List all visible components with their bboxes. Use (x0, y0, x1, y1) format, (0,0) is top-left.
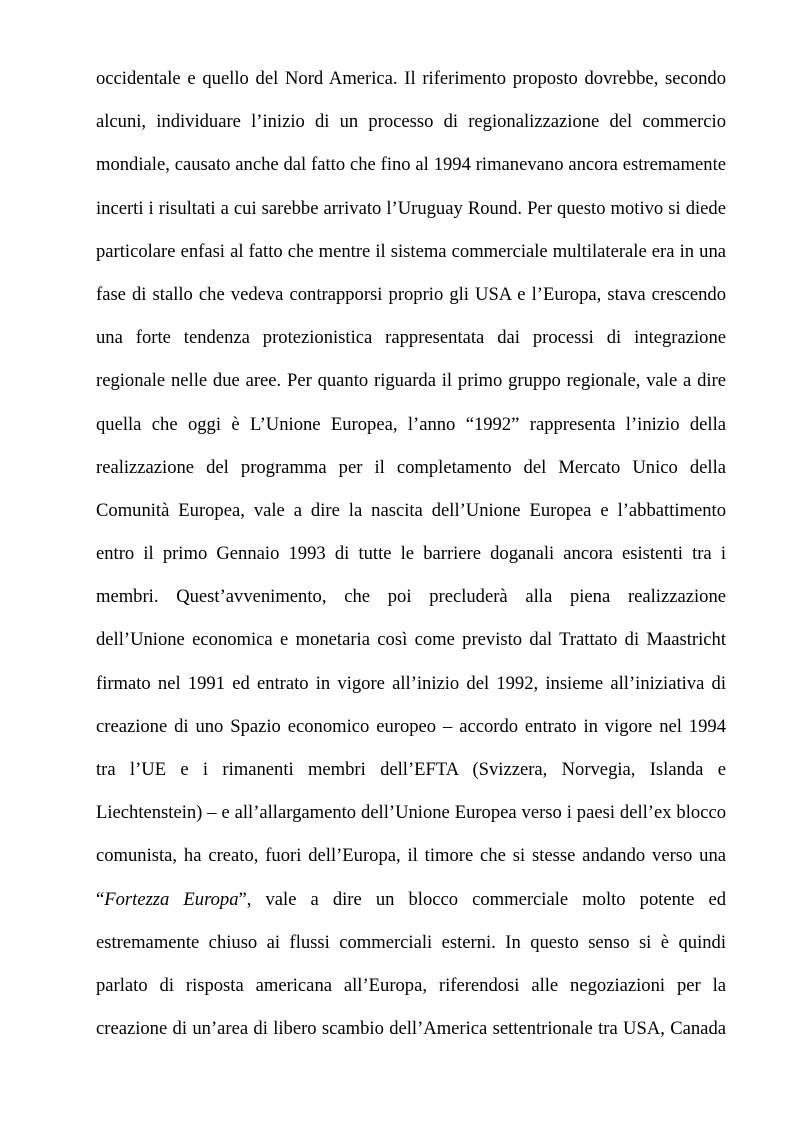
text-line: fase di stallo che vedeva contrapporsi proprio gli USA e l’Europa, stava crescendo (96, 283, 726, 305)
text-line: incerti i risultati a cui sarebbe arrivato l’Uruguay Round. Per questo motivo si diede (96, 197, 726, 219)
text-line: firmato nel 1991 ed entrato in vigore all’inizio del 1992, insieme all’iniziativa di (96, 672, 726, 694)
text-line: mondiale, causato anche dal fatto che fino al 1994 rimanevano ancora estremamente (96, 154, 726, 176)
open-quote: “ (96, 888, 105, 910)
text-line: regionale nelle due aree. Per quanto riguarda il primo gruppo regionale, vale a dire (96, 370, 726, 392)
italic-phrase: Fortezza Europa (104, 888, 239, 910)
text-line: entro il primo Gennaio 1993 di tutte le barriere doganali ancora esistenti tra i (96, 543, 726, 565)
text-line: Liechtenstein) – e all’allargamento dell’Unione Europea verso i paesi dell’ex blocco (96, 802, 726, 824)
text-line: membri. Quest’avvenimento, che poi precluderà alla piena realizzazione (96, 586, 726, 608)
text-line: alcuni, individuare l’inizio di un processo di regionalizzazione del commercio (96, 111, 726, 133)
text-line: Comunità Europea, vale a dire la nascita dell’Unione Europea e l’abbattimento (96, 499, 726, 521)
line-remainder: ”, vale a dire un blocco commerciale molto potente ed (238, 888, 726, 910)
text-line: creazione di uno Spazio economico europeo – accordo entrato in vigore nel 1994 (96, 715, 726, 737)
text-line-fortezza-europa (96, 884, 726, 927)
text-line: dell’Unione economica e monetaria così come previsto dal Trattato di Maastricht (96, 629, 726, 651)
text-line: parlato di risposta americana all’Europa, riferendosi alle negoziazioni per la (96, 974, 726, 996)
body-text (96, 63, 726, 1056)
text-line: quella che oggi è L’Unione Europea, l’anno “1992” rappresenta l’inizio della (96, 413, 726, 435)
text-line: occidentale e quello del Nord America. Il riferimento proposto dovrebbe, secondo (96, 68, 726, 89)
text-line: particolare enfasi al fatto che mentre il sistema commerciale multilaterale era in una (96, 240, 726, 262)
text-line: realizzazione del programma per il completamento del Mercato Unico della (96, 456, 726, 478)
text-line: creazione di un’area di libero scambio dell’America settentrionale tra USA, Canada (96, 1018, 726, 1040)
text-line: una forte tendenza protezionistica rappresentata dai processi di integrazione (96, 327, 726, 349)
text-line: estremamente chiuso ai flussi commerciali esterni. In questo senso si è quindi (96, 931, 726, 953)
text-line: comunista, ha creato, fuori dell’Europa, il timore che si stesse andando verso una (96, 845, 726, 867)
text-line: tra l’UE e i rimanenti membri dell’EFTA (Svizzera, Norvegia, Islanda e (96, 759, 726, 780)
